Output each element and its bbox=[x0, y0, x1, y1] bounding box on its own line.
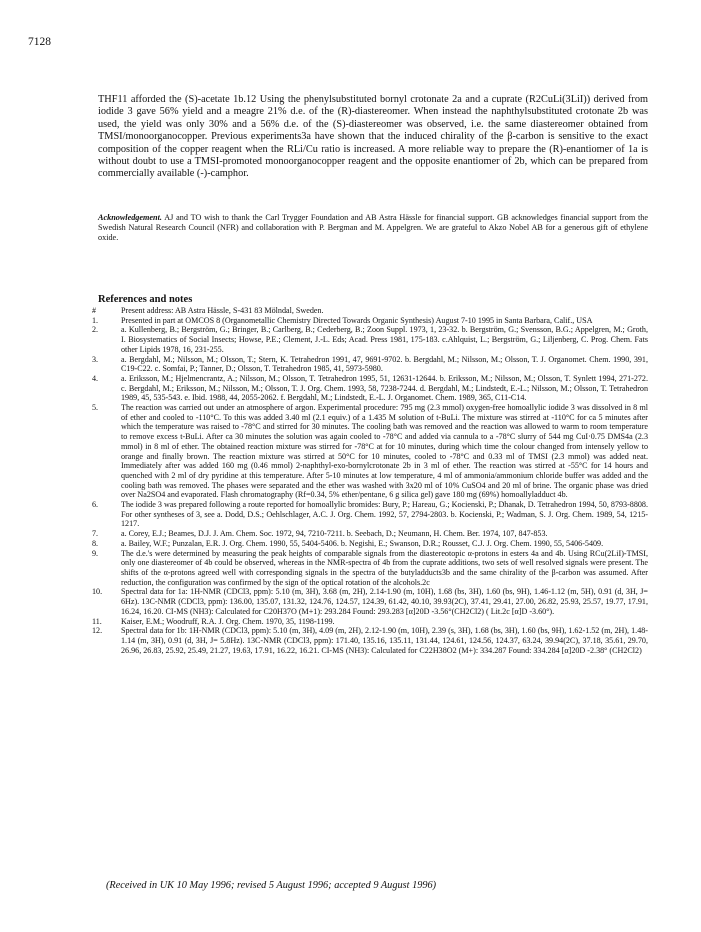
received-dates: (Received in UK 10 May 1996; revised 5 August 1996; accepted 9 August 1996) bbox=[106, 880, 437, 891]
reference-number: 6. bbox=[92, 500, 99, 510]
reference-item bbox=[92, 403, 648, 500]
reference-item bbox=[92, 355, 648, 374]
acknowledgement bbox=[98, 213, 648, 244]
reference-text: Spectral data for 1a: 1H-NMR (CDCl3, ppm): 5.10 (m, 3H), 3.68 (m, 2H), 2.14-1.90 (m, 10H), 1.68 (bs, 3H), 1.60 (bs, 9H), 1.46-1.12 (m, 5H), 0.91 (d, 3H, J= 6Hz). 13C-NMR (CDCl3, ppm): 136.00, 135.07, 131.32, 124.76, 124.57, 124.39, 61.42, 40.10, 39.93(2C), 37.41, 29.41, 27.00, 26.82, 25.93, 25.57, 19.77, 17.91, 16.24, 16.20. CI-MS (NH3): Calculated for C20H37O (M+1): 293.284 Found: 293.283 [α]20D -3.56°(CH2Cl2) ( Lit.2c [α]D -3.60°). bbox=[121, 587, 648, 616]
reference-number: 8. bbox=[92, 538, 99, 548]
reference-number: 4. bbox=[92, 373, 99, 383]
references-list bbox=[92, 306, 648, 655]
reference-number: 11. bbox=[92, 616, 102, 626]
reference-text: a. Bailey, W.F.; Punzalan, E.R. J. Org. Chem. 1990, 55, 5404-5406. b. Negishi, E.; Swanson, D.R.; Rousset, C.J. J. Org. Chem. 1990, 55, 5406-5409. bbox=[121, 538, 604, 548]
reference-item bbox=[92, 374, 648, 403]
reference-item bbox=[92, 549, 648, 588]
reference-text: Kaiser, E.M.; Woodruff, R.A. J. Org. Chem. 1970, 35, 1198-1199. bbox=[121, 616, 335, 626]
reference-number: 1. bbox=[92, 315, 99, 325]
acknowledgement-label: Acknowledgement. bbox=[98, 213, 162, 222]
reference-item bbox=[92, 626, 648, 655]
page-number: 7128 bbox=[28, 36, 51, 48]
reference-text: The reaction was carried out under an atmosphere of argon. Experimental procedure: 795 mg (2.3 mmol) oxygen-free homoallylic iodide 3 was dissolved in 8 ml of ether and cooled to -110°C. To this was added 3.40 ml (2.1 equiv.) of a 1.435 M solution of t-BuLi. The mixture was stirred at -110°C for ca 5 minutes after which the temperature was raised to -78°C and stirred for 30 minutes. The cooling bath was removed and the reaction was allowed to warm to room temperature to remove excess t-BuLi. After ca 30 minutes the solution was again cooled to -78°C and added via cannula to a -78°C slurry of 544 mg CuI·0.75 DMS4a (2.3 mmol) in 8 ml of ether. The obtained reaction mixture was stirred for -78°C at for 10 minutes, during which time the colour changed from intensely yellow to orange and finally brown. The reaction mixture was stirred at 50°C for 10 minutes, cooled to -78°C and 0.33 ml of TMSI (2.3 mmol) was added neat. Immediately after was added 160 mg (0.46 mmol) 2-naphthyl-exo-bornylcrotonate 2b in 3 ml of ether. The reaction was stirred at -55°C for 14 hours and quenched with 2 ml of dry pyridine at this temperature. After 5-10 minutes at low temperature, 4 ml of ammonia/ammonium chloride buffer was added and the cooling bath was removed. The phases were separated and the ether was washed with 3x20 ml of 10% CuSO4 and 20 ml of brine. The organic phase was dried over Na2SO4 and evaporated. Flash chromatography (Rf=0.34, 5% ether/pentane, 6 g silica gel) gave 180 mg (69%) homoallyladduct 4b. bbox=[121, 403, 648, 500]
reference-item bbox=[92, 617, 648, 627]
reference-item bbox=[92, 500, 648, 529]
reference-item bbox=[92, 587, 648, 616]
reference-item bbox=[92, 539, 648, 549]
reference-number: 12. bbox=[92, 626, 103, 636]
acknowledgement-text: AJ and TO wish to thank the Carl Trygger Foundation and AB Astra Hässle for financial support. GB acknowledges financial support from the Swedish Natural Research Council (NFR) and collaboration with P. Bergman and M. Appelgren. We are grateful to Akzo Nobel AB for a generous gift of ethylene oxide. bbox=[98, 213, 648, 243]
reference-item bbox=[92, 306, 648, 316]
reference-item bbox=[92, 529, 648, 539]
reference-item bbox=[92, 325, 648, 354]
reference-number: 9. bbox=[92, 548, 99, 558]
reference-item bbox=[92, 316, 648, 326]
reference-number: 7. bbox=[92, 529, 99, 539]
reference-text: Present address: AB Astra Hässle, S-431 83 Mölndal, Sweden. bbox=[121, 306, 324, 315]
reference-text: Presented in part at OMCOS 8 (Organometallic Chemistry Directed Towards Organic Synthesis) August 7-10 1995 in Santa Barbara, Calif., USA bbox=[121, 315, 593, 325]
reference-text: a. Bergdahl, M.; Nilsson, M.; Olsson, T.; Stern, K. Tetrahedron 1991, 47, 9691-9702. b. Bergdahl, M.; Nilsson, M.; Olsson, T. J. Organomet. Chem. 1990, 391, C19-C22. c. Somfai, P.; Tanner, D.; Olsson, T. Tetrahedron 1985, 41, 5973-5980. bbox=[121, 354, 648, 374]
body-paragraph: THF11 afforded the (S)-acetate 1b.12 Using the phenylsubstituted bornyl crotonate 2a and a cuprate (R2CuLi(3LiI)) derived from iodide 3 gave 56% yield and a meagre 21% d.e. of the (R)-diastereomer. When instead the naphthylsubstituted crotonate 2b was used, the yield was only 30% and a 56% d.e. of the (S)-diastereomer was observed, i.e. the same diastereomer obtained from TMSI/monoorganocopper. Previous experiments3a have shown that the induced chirality of the β-carbon is sensitive to the exact composition of the copper reagent when the RLi/Cu ratio is increased. A more reliable way to prepare the (R)-enantiomer of 1a is without doubt to use a TMSI-promoted monoorganocopper reagent and the opposite enantiomer of 2b, which can be prepared from commercially available (-)-camphor. bbox=[98, 94, 648, 180]
reference-text: The d.e.'s were determined by measuring the peak heights of comparable signals from the diastereotopic α-protons in esters 4a and 4b. Using RCu(2LiI)-TMSI, only one diastereomer of 4b could be observed, whereas in the NMR-spectra of 4b from the cuprate additions, two sets of well resolved signals were present. The shifts of the α-protons agreed well with corresponding signals in the spectra of the butyladducts3b and the same chirality of the β-carbon was assumed. After reduction, the configuration was confirmed by the sign of the optical rotation of the alcohols.2c bbox=[121, 548, 648, 587]
reference-text: The iodide 3 was prepared following a route reported for homoallylic bromides: Bury, P.; Hareau, G.; Kocienski, P.; Dhanak, D. Tetrahedron 1994, 50, 8793-8808. For other syntheses of 3, see a. Dodd, D.S.; Oehlschlager, A.C. J. Org. Chem. 1992, 57, 2794-2803. b. Kocienski, P.; Wadman, S. J. Org. Chem. 1989, 54, 1215-1217. bbox=[121, 500, 648, 529]
reference-number: 5. bbox=[92, 403, 99, 413]
reference-number: 2. bbox=[92, 325, 99, 335]
reference-text: Spectral data for 1b: 1H-NMR (CDCl3, ppm): 5.10 (m, 3H), 4.09 (m, 2H), 2.12-1.90 (m, 10H), 2.39 (s, 3H), 1.68 (bs, 3H), 1.60 (bs, 9H), 1.62-1.52 (m, 2H), 1.48-1.14 (m, 3H), 0.91 (d, 3H, J= 5.8Hz). 13C-NMR (CDCl3, ppm): 171.40, 135.16, 135.11, 131.44, 124.61, 124.56, 124.37, 63.24, 39.94(2C), 37.18, 35.61, 29.70, 26.96, 26.83, 25.92, 25.49, 21.27, 19.63, 17.91, 16.22, 16.21. CI-MS (NH3): Calculated for C22H38O2 (M+): 334.287 Found: 334.284 [α]20D -2.38° (CH2Cl2) bbox=[121, 626, 648, 655]
reference-number: 10. bbox=[92, 587, 103, 597]
references-heading: References and notes bbox=[98, 294, 193, 305]
reference-number: # bbox=[92, 306, 97, 315]
reference-text: a. Kullenberg, B.; Bergström, G.; Bringer, B.; Carlberg, B.; Cederberg, B.; Zoon Suppl. 1973, 1, 23-32. b. Bergström, G.; Svensson, B.G.; Appelgren, M.; Groth, I. Biosystematics of Social Insects; Howse, P.E.; Clement, J.-L. Eds; Acad. Press 1981, 175-183. c.Ahlquist, L.; Bergström, G.; Liljenberg, C. Prog. Chem. Fats other Lipids 1978, 16, 231-255. bbox=[121, 325, 648, 354]
reference-text: a. Corey, E.J.; Beames, D.J. J. Am. Chem. Soc. 1972, 94, 7210-7211. b. Seebach, D.; Neumann, H. Chem. Ber. 1974, 107, 847-853. bbox=[121, 529, 548, 539]
reference-number: 3. bbox=[92, 354, 99, 364]
reference-text: a. Eriksson, M.; Hjelmencrantz, A.; Nilsson, M.; Olsson, T. Tetrahedron 1995, 51, 12631-12644. b. Eriksson, M.; Nilsson, M.; Olsson, T. Synlett 1994, 271-272. c. Bergdahl, M.; Eriksson, M.; Nilsson, M.; Olsson, T. J. Org. Chem. 1993, 58, 7238-7244. d. Bergdahl, M.; Lindstedt, E.-L.; Nilsson, M.; Olsson, T. Tetrahedron 1989, 45, 535-543. e. Ibid. 1988, 44, 2055-2062. f. Bergdahl, M.; Lindstedt, E.-L. J. Organomet. Chem. 1989, 365, C11-C14. bbox=[121, 373, 648, 403]
